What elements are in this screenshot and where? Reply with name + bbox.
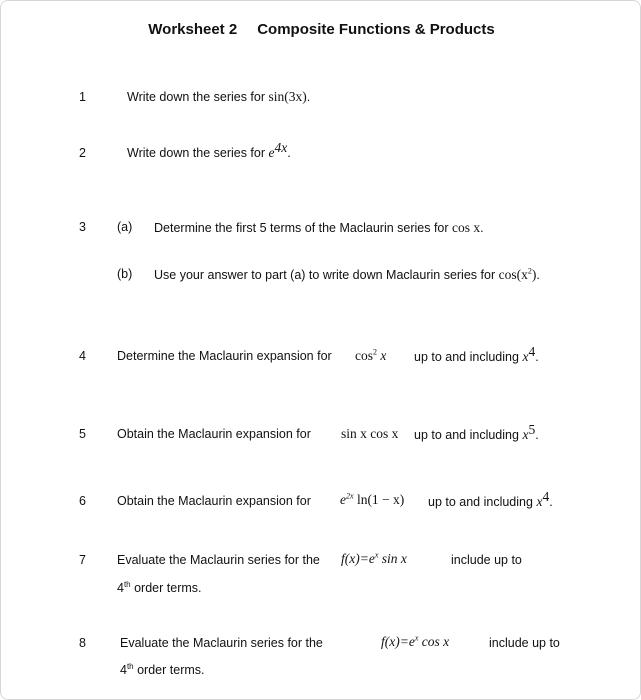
question-2-text: Write down the series for $e^{4x}$. [127,139,291,160]
question-6-text: Obtain the Maclaurin expansion for [117,494,311,508]
question-5-math: sin x cos x [341,426,399,441]
question-7-math: $f(x)=e^x$ sin x [341,550,407,566]
question-8-suffix: include up to [489,636,560,650]
question-3-number: 3 [79,220,86,234]
question-3a-label: (a) [117,220,133,234]
question-6-math: $e^{2x}$ ln(1 − x) [340,491,405,507]
question-7-number: 7 [79,553,86,567]
worksheet-title [1,21,641,38]
question-7-line2: 4th order terms. [117,579,202,595]
question-8-line2: 4th order terms. [120,661,205,677]
title-topic: Composite Functions & Products [257,21,495,38]
question-3a-math: cos x [452,220,481,235]
question-5-number: 5 [79,427,86,441]
question-7-suffix: include up to [451,553,522,567]
question-1-text: Write down the series for sin(3x). [127,89,311,104]
question-4-text: Determine the Maclaurin expansion for [117,349,332,363]
title-worksheet-number: Worksheet 2 [148,21,238,38]
question-8-math: $f(x)=e^x$ cos x [381,633,450,649]
question-3b-label: (b) [117,267,133,281]
question-3b-text: Use your answer to part (a) to write down Maclaurin series for $\cos(x^2)$. [154,266,540,282]
question-2-number: 2 [79,146,86,160]
question-8-number: 8 [79,636,86,650]
question-4-math: $\cos^2 x$ [355,347,387,363]
question-4-number: 4 [79,349,86,363]
question-8-text: Evaluate the Maclaurin series for the [120,636,323,650]
question-6-number: 6 [79,494,86,508]
question-6-suffix: up to and including $x^4$. [428,488,553,509]
question-5-text: Obtain the Maclaurin expansion for [117,427,311,441]
question-4-suffix: up to and including $x^4$. [414,343,539,364]
question-3a-text: Determine the first 5 terms of the Maclaurin series for cos x. [154,220,484,235]
question-7-text: Evaluate the Maclaurin series for the [117,553,320,567]
question-2-math: e [268,145,275,160]
question-5-suffix: up to and including $x^5$. [414,421,539,442]
question-1-math: sin(3x) [268,89,307,104]
question-3b-math: $\cos(x^2)$ [498,266,537,282]
question-1-number: 1 [79,90,86,104]
